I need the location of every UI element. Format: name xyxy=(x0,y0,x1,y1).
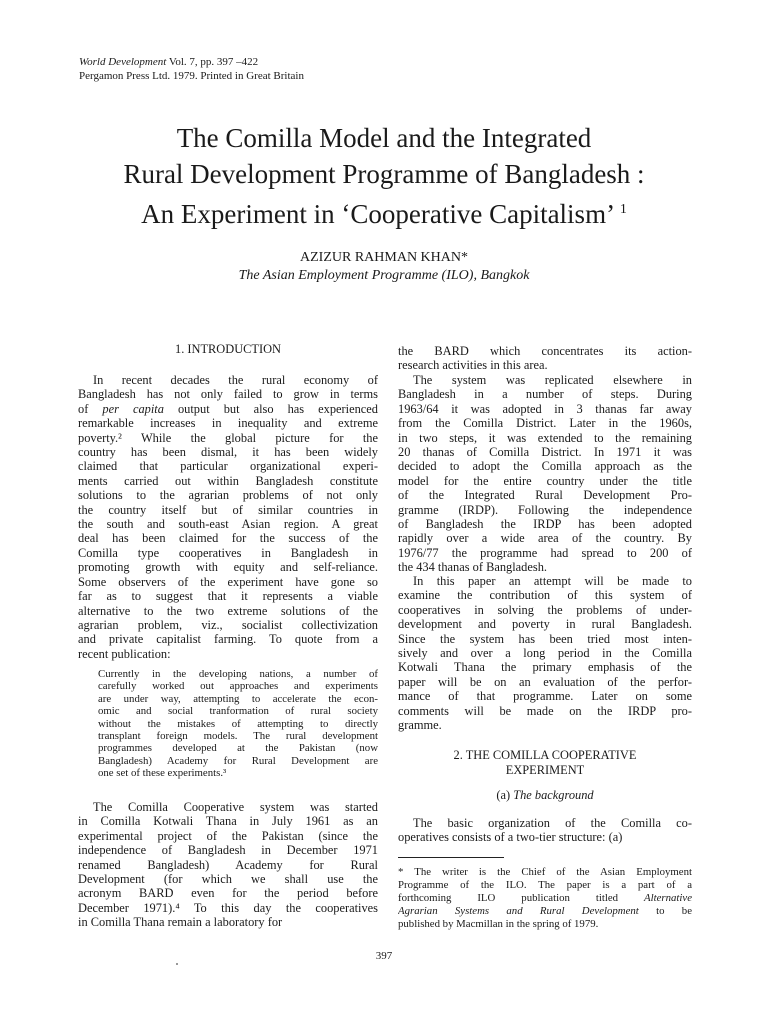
text-line: recent publication: xyxy=(78,646,171,661)
text-line: Programme of the ILO. The paper is a part of a xyxy=(398,879,692,891)
text-line: deal has been claimed for the success of the xyxy=(78,531,378,546)
text-line: agrarian problem, viz., socialist collectivization xyxy=(78,617,378,632)
title-line-2: Rural Development Programme of Bangladesh : xyxy=(123,159,645,189)
text-line: Some observers of the experiment have gone so xyxy=(78,574,378,589)
text-line: in Comilla Kotwali Thana in July 1961 as an xyxy=(78,814,378,829)
text-line: 20 thanas of Comilla District. In 1971 it was xyxy=(398,445,692,460)
text-line: examine the contribution of this system of xyxy=(398,588,692,603)
text-line: promoting growth with equity and self-reliance. xyxy=(78,560,378,575)
paper-title xyxy=(40,120,728,232)
text-line: Since the system has been tried most inten- xyxy=(398,631,692,646)
text-line: model for the entire country under the title xyxy=(398,473,692,488)
text-line: operatives consists of a two-tier structure: (a) xyxy=(398,830,623,845)
text-line: Currently in the developing nations, a number of xyxy=(98,668,378,680)
intro-paragraph-2 xyxy=(78,800,378,930)
journal-info: Vol. 7, pp. 397 –422 xyxy=(166,56,259,68)
page-number: 397 xyxy=(375,950,393,962)
title-line-3-text: An Experiment in ‘Cooperative Capitalism’ xyxy=(141,199,614,229)
right-paragraph-3 xyxy=(398,574,692,732)
text-line: December 1971).⁴ To this day the cooperatives xyxy=(78,900,378,915)
text-line: 1963/64 it was adopted in 3 thanas far away xyxy=(398,401,692,416)
comilla-heading-line-1: 2. THE COMILLA COOPERATIVE xyxy=(453,748,637,762)
intro-paragraph-1 xyxy=(78,373,378,661)
text-line: of Bangladesh the IRDP has been adopted xyxy=(398,517,692,532)
text-line: one set of these experiments.³ xyxy=(98,767,227,780)
right-paragraph-2 xyxy=(398,373,692,575)
text-line: carefully worked out approaches and experiments xyxy=(98,680,378,693)
title-line-3 xyxy=(40,192,728,232)
text-line: acronym BARD even for the period before xyxy=(78,886,378,901)
footnote xyxy=(398,866,692,931)
text-line: the 434 thanas of Bangladesh. xyxy=(398,560,547,575)
journal-name: World Development xyxy=(79,56,167,68)
text-line: paper will be on an evaluation of the perfor- xyxy=(398,674,692,689)
publisher-line: Pergamon Press Ltd. 1979. Printed in Great Britain xyxy=(79,70,304,82)
comilla-heading-line-2: EXPERIMENT xyxy=(505,763,585,777)
journal-citation xyxy=(79,55,304,69)
text-line: rapidly over a wide area of the country. By xyxy=(398,531,692,546)
text-line: renamed Bangladesh) Academy for Rural xyxy=(78,857,378,872)
text-line: Agrarian Systems and Rural Development to be xyxy=(398,905,692,917)
text-line: omic and social tranformation of rural society xyxy=(98,705,378,718)
author-name: AZIZUR RAHMAN KHAN* xyxy=(300,250,468,265)
text-line: In this paper an attempt will be made to xyxy=(413,574,692,588)
text-line: claimed that particular organizational experi- xyxy=(78,459,378,474)
text-line: remarkable increases in inequality and extreme xyxy=(78,416,378,431)
text-line: The system was replicated elsewhere in xyxy=(413,373,692,387)
text-line: The basic organization of the Comilla co- xyxy=(413,816,692,830)
text-line: poverty.² While the global picture for the xyxy=(78,430,378,445)
text-line: published by Macmillan in the spring of 1979. xyxy=(398,918,599,930)
background-label: (a) xyxy=(496,788,511,802)
text-line: of the Integrated Rural Development Pro- xyxy=(398,488,692,503)
text-line: Kotwali Thana the primary emphasis of the xyxy=(398,660,692,675)
text-line: 1976/77 the programme had spread to 200 of xyxy=(398,545,692,560)
text-line: cooperatives in solving the problems of under- xyxy=(398,602,692,617)
text-line: mance of that programme. Later on some xyxy=(398,689,692,704)
text-line: the south and south-east Asian region. A great xyxy=(78,517,378,532)
scan-speck xyxy=(176,963,178,965)
title-note-marker: 1 xyxy=(619,202,627,217)
text-line: from the Comilla District. Later in the 1960s, xyxy=(398,416,692,431)
text-line: gramme (IRDP). Following the independence xyxy=(398,502,692,517)
background-subheading xyxy=(398,788,692,803)
intro-heading: 1. INTRODUCTION xyxy=(175,342,281,356)
text-line: solutions to the agrarian problems of not only xyxy=(78,488,378,503)
comilla-heading xyxy=(398,748,692,778)
text-line: research activities in this area. xyxy=(398,358,548,373)
text-line: and private capitalist farming. To quote from a xyxy=(78,632,378,647)
text-line: Comilla type cooperatives in Bangladesh in xyxy=(78,545,378,560)
text-line: the BARD which concentrates its action- xyxy=(398,344,692,358)
text-line: * The writer is the Chief of the Asian Employment xyxy=(398,866,692,878)
text-line: Bangladesh in a number of steps. During xyxy=(398,387,692,402)
text-line: are under way, attempting to accelerate the econ- xyxy=(98,692,378,705)
text-line: decided to adopt the Comilla approach as the xyxy=(398,459,692,474)
text-line: In recent decades the rural economy of xyxy=(93,373,378,387)
text-line: development and poverty in rural Bangladesh. xyxy=(398,617,692,632)
title-line-1: The Comilla Model and the Integrated xyxy=(176,123,592,153)
footnote-rule xyxy=(398,857,504,858)
author-affiliation: The Asian Employment Programme (ILO), Bangkok xyxy=(238,268,530,283)
text-line: forthcoming ILO publication titled Alternative xyxy=(398,892,692,904)
text-line: Development (for which we shall use the xyxy=(78,872,378,887)
text-line: without the mistakes of attempting to directly xyxy=(98,717,378,730)
text-line: transplant foreign models. The rural development xyxy=(98,730,378,743)
text-line: ments carried out within Bangladesh constitute xyxy=(78,473,378,488)
block-quote xyxy=(98,668,378,780)
right-paragraph-4 xyxy=(398,816,692,845)
text-line: country has been dismal, it has been widely xyxy=(78,445,378,460)
text-line: in Comilla Thana remain a laboratory for xyxy=(78,915,283,930)
text-line: in two steps, it was extended to the remaining xyxy=(398,430,692,445)
text-line: the country itself but of similar countries in xyxy=(78,502,378,517)
text-line: of per capita output but also has experienced xyxy=(78,401,378,416)
background-title: The background xyxy=(513,788,594,802)
text-line: programmes developed at the Pakistan (now xyxy=(98,742,378,755)
text-line: experimental project of the Pakistan (since the xyxy=(78,828,378,843)
text-line: Bangladesh has not only failed to grow in terms xyxy=(78,387,378,402)
journal-header xyxy=(79,55,304,83)
text-line: independence of Bangladesh in December 1971 xyxy=(78,843,378,858)
text-line: Bangladesh) Academy for Rural Development are xyxy=(98,754,378,767)
text-line: gramme. xyxy=(398,718,442,733)
text-line: comments will be made on the IRDP pro- xyxy=(398,703,692,718)
text-line: The Comilla Cooperative system was started xyxy=(93,800,378,814)
text-line: sively and over a long period in the Comilla xyxy=(398,646,692,661)
right-paragraph-1 xyxy=(398,344,692,373)
text-line: far as to suggest that it represents a viable xyxy=(78,589,378,604)
text-line: alternative to the two extreme solutions of the xyxy=(78,603,378,618)
